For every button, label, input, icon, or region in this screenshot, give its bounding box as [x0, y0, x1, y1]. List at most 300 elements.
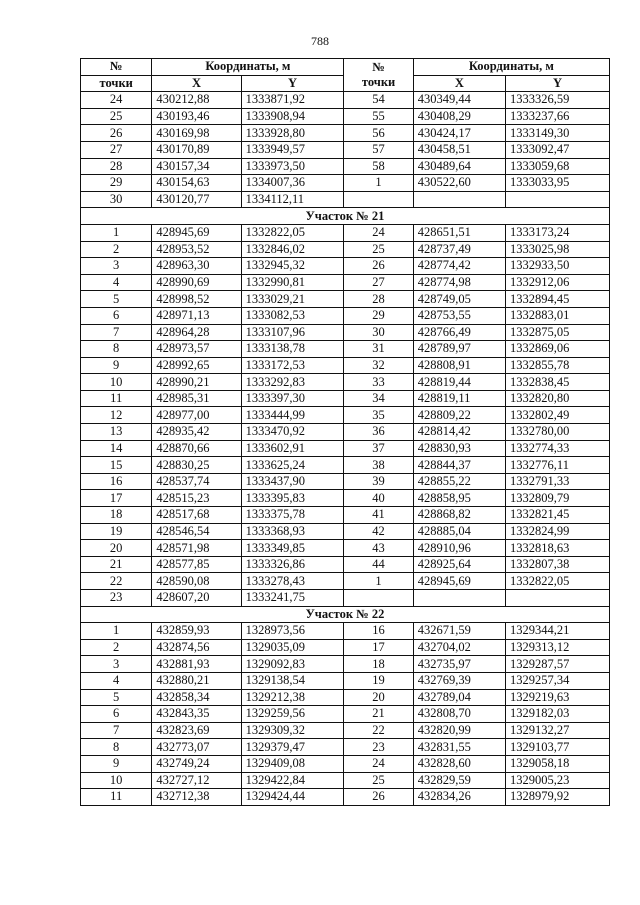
x-coordinate-cell-left: 428945,69	[152, 224, 241, 241]
point-number-cell-left: 27	[81, 141, 152, 158]
page-number: 788	[311, 34, 329, 48]
y-coordinate-cell-left: 1329379,47	[241, 739, 344, 756]
x-coordinate-cell-right: 428808,91	[413, 357, 505, 374]
table-row	[81, 755, 610, 772]
point-number-header	[81, 59, 152, 76]
point-number-cell-left: 20	[81, 540, 152, 557]
point-number-cell-left: 1	[81, 224, 152, 241]
x-coordinate-cell-right: 432704,02	[413, 639, 505, 656]
point-number-cell-left: 19	[81, 523, 152, 540]
x-coordinate-cell-left: 432881,93	[152, 656, 241, 673]
table-row	[81, 706, 610, 723]
y-coordinate-cell-right: 1332822,05	[506, 573, 610, 590]
point-number-cell-left: 6	[81, 706, 152, 723]
x-coordinate-cell-right: 428925,64	[413, 556, 505, 573]
y-column-header: Y	[241, 75, 344, 92]
y-coordinate-cell-left: 1333326,86	[241, 556, 344, 573]
table-row	[81, 307, 610, 324]
table-row	[81, 556, 610, 573]
x-coordinate-cell-left: 428985,31	[152, 390, 241, 407]
point-number-cell-right: 32	[344, 357, 413, 374]
point-number-cell-right: 23	[344, 739, 413, 756]
point-number-cell-left: 29	[81, 175, 152, 192]
x-coordinate-cell-right: 428814,42	[413, 424, 505, 441]
point-number-cell-right: 21	[344, 706, 413, 723]
point-number-cell-left: 14	[81, 440, 152, 457]
point-number-cell-right: 25	[344, 241, 413, 258]
x-coordinate-cell-left: 432727,12	[152, 772, 241, 789]
table-body	[81, 92, 610, 806]
point-number-cell-left: 12	[81, 407, 152, 424]
x-coordinate-cell-left: 428990,21	[152, 374, 241, 391]
point-number-cell-right: 31	[344, 341, 413, 358]
x-coordinate-cell-left: 432749,24	[152, 755, 241, 772]
x-coordinate-cell-right: 430489,64	[413, 158, 505, 175]
point-number-cell-left: 15	[81, 457, 152, 474]
x-coordinate-cell-left: 428971,13	[152, 307, 241, 324]
section-title: Участок № 21	[81, 208, 610, 225]
section-title-row	[81, 208, 610, 225]
y-coordinate-cell-right: 1329005,23	[506, 772, 610, 789]
point-number-cell-left: 13	[81, 424, 152, 441]
point-number-cell-right: 29	[344, 307, 413, 324]
y-coordinate-cell-left: 1333395,83	[241, 490, 344, 507]
x-coordinate-cell-left: 428977,00	[152, 407, 241, 424]
point-number-cell-left: 5	[81, 291, 152, 308]
table-row	[81, 507, 610, 524]
x-coordinate-cell-left: 428964,28	[152, 324, 241, 341]
y-coordinate-cell-right: 1329344,21	[506, 623, 610, 640]
y-coordinate-cell-left: 1329092,83	[241, 656, 344, 673]
x-coordinate-cell-right: 428737,49	[413, 241, 505, 258]
x-coordinate-cell-left: 432858,34	[152, 689, 241, 706]
y-coordinate-cell-right	[506, 590, 610, 607]
point-number-cell-left: 10	[81, 374, 152, 391]
x-coordinate-cell-left: 428870,66	[152, 440, 241, 457]
y-coordinate-cell-left: 1333292,83	[241, 374, 344, 391]
x-coordinate-cell-right: 428789,97	[413, 341, 505, 358]
table-row	[81, 672, 610, 689]
x-coordinate-cell-right: 428910,96	[413, 540, 505, 557]
y-coordinate-cell-left: 1333397,30	[241, 390, 344, 407]
table-row	[81, 523, 610, 540]
x-coordinate-cell-right: 432820,99	[413, 722, 505, 739]
table-row	[81, 108, 610, 125]
point-number-cell-right: 22	[344, 722, 413, 739]
point-number-cell-left: 24	[81, 92, 152, 109]
y-coordinate-cell-left: 1333871,92	[241, 92, 344, 109]
point-number-cell-left: 11	[81, 390, 152, 407]
point-number-cell-left: 1	[81, 623, 152, 640]
x-column-header-right: X	[413, 75, 505, 92]
y-coordinate-cell-right: 1332855,78	[506, 357, 610, 374]
y-coordinate-cell-right: 1329257,34	[506, 672, 610, 689]
x-coordinate-cell-right: 432735,97	[413, 656, 505, 673]
x-coordinate-cell-left: 432712,38	[152, 789, 241, 806]
table-row	[81, 224, 610, 241]
table-row	[81, 722, 610, 739]
point-number-cell-left: 22	[81, 573, 152, 590]
y-coordinate-cell-right: 1332809,79	[506, 490, 610, 507]
y-coordinate-cell-left: 1329259,56	[241, 706, 344, 723]
point-number-cell-left: 4	[81, 274, 152, 291]
x-coordinate-cell-left: 428537,74	[152, 473, 241, 490]
x-coordinate-cell-left: 430170,89	[152, 141, 241, 158]
x-coordinate-cell-right: 428819,44	[413, 374, 505, 391]
point-number-cell-right: 58	[344, 158, 413, 175]
point-number-cell-left: 16	[81, 473, 152, 490]
x-column-header: X	[152, 75, 241, 92]
x-coordinate-cell-right: 430458,51	[413, 141, 505, 158]
point-number-cell-right: 41	[344, 507, 413, 524]
x-coordinate-cell-left: 430120,77	[152, 191, 241, 208]
point-number-cell-left: 18	[81, 507, 152, 524]
point-number-cell-left: 26	[81, 125, 152, 142]
table-row	[81, 473, 610, 490]
y-coordinate-cell-left: 1333029,21	[241, 291, 344, 308]
x-coordinate-cell-left: 428577,85	[152, 556, 241, 573]
point-number-cell-right: 34	[344, 390, 413, 407]
table-row	[81, 457, 610, 474]
y-coordinate-cell-right: 1332774,33	[506, 440, 610, 457]
y-coordinate-cell-left: 1333107,96	[241, 324, 344, 341]
point-number-cell-left: 3	[81, 656, 152, 673]
point-number-cell-right: 44	[344, 556, 413, 573]
x-coordinate-cell-right: 432831,55	[413, 739, 505, 756]
y-coordinate-cell-right: 1333237,66	[506, 108, 610, 125]
y-coordinate-cell-right: 1329287,57	[506, 656, 610, 673]
y-coordinate-cell-left: 1333349,85	[241, 540, 344, 557]
x-coordinate-cell-left: 428517,68	[152, 507, 241, 524]
y-coordinate-cell-right: 1329182,03	[506, 706, 610, 723]
point-number-cell-right	[344, 590, 413, 607]
table-row	[81, 440, 610, 457]
x-coordinate-cell-right: 428844,37	[413, 457, 505, 474]
point-number-cell-right: 36	[344, 424, 413, 441]
table-row	[81, 357, 610, 374]
point-number-cell-left: 9	[81, 357, 152, 374]
point-number-cell-left: 6	[81, 307, 152, 324]
y-coordinate-cell-right: 1332824,99	[506, 523, 610, 540]
table-row	[81, 540, 610, 557]
point-number-cell-right: 20	[344, 689, 413, 706]
point-number-cell-right: 19	[344, 672, 413, 689]
table-row	[81, 374, 610, 391]
point-number-cell-right: 24	[344, 224, 413, 241]
point-number-cell-left: 11	[81, 789, 152, 806]
point-number-cell-left: 2	[81, 241, 152, 258]
x-coordinate-cell-left: 430193,46	[152, 108, 241, 125]
x-coordinate-cell-right: 432769,39	[413, 672, 505, 689]
point-number-cell-right: 26	[344, 789, 413, 806]
table-row	[81, 141, 610, 158]
table-row	[81, 407, 610, 424]
point-number-cell-right: 40	[344, 490, 413, 507]
point-number-cell-right: 43	[344, 540, 413, 557]
x-coordinate-cell-left: 430157,34	[152, 158, 241, 175]
table-row	[81, 274, 610, 291]
y-coordinate-cell-left: 1333928,80	[241, 125, 344, 142]
coordinates-header: Координаты, м	[152, 59, 344, 76]
y-coordinate-cell-left: 1333172,53	[241, 357, 344, 374]
x-coordinate-cell-left: 428998,52	[152, 291, 241, 308]
x-coordinate-cell-left: 432773,07	[152, 739, 241, 756]
point-number-cell-left: 2	[81, 639, 152, 656]
x-coordinate-cell-right: 428858,95	[413, 490, 505, 507]
table-row	[81, 656, 610, 673]
point-number-cell-right: 28	[344, 291, 413, 308]
y-coordinate-cell-right: 1332933,50	[506, 258, 610, 275]
point-number-cell-left: 8	[81, 739, 152, 756]
y-coordinate-cell-left: 1333602,91	[241, 440, 344, 457]
y-coordinate-cell-left: 1333444,99	[241, 407, 344, 424]
y-coordinate-cell-left: 1329424,44	[241, 789, 344, 806]
point-number-cell-right: 26	[344, 258, 413, 275]
point-number-cell-right: 1	[344, 175, 413, 192]
table-row	[81, 689, 610, 706]
table-row	[81, 739, 610, 756]
table-row	[81, 324, 610, 341]
point-number-cell-right	[344, 191, 413, 208]
table-header	[81, 59, 610, 92]
y-coordinate-cell-right: 1333059,68	[506, 158, 610, 175]
y-coordinate-cell-right: 1332875,05	[506, 324, 610, 341]
y-coordinate-cell-right: 1332807,38	[506, 556, 610, 573]
y-coordinate-cell-left: 1333470,92	[241, 424, 344, 441]
y-coordinate-cell-right: 1332821,45	[506, 507, 610, 524]
point-number-cell-right: 35	[344, 407, 413, 424]
y-coordinate-cell-left: 1332945,32	[241, 258, 344, 275]
y-coordinate-cell-left: 1329035,09	[241, 639, 344, 656]
point-number-cell-right: 56	[344, 125, 413, 142]
point-number-header-symbol: №	[109, 59, 123, 74]
x-coordinate-cell-right	[413, 191, 505, 208]
x-coordinate-cell-left: 430212,88	[152, 92, 241, 109]
x-coordinate-cell-right: 432808,70	[413, 706, 505, 723]
point-number-cell-right: 38	[344, 457, 413, 474]
point-number-cell-right: 16	[344, 623, 413, 640]
point-number-cell-right: 33	[344, 374, 413, 391]
y-coordinate-cell-left: 1333973,50	[241, 158, 344, 175]
point-number-cell-left: 23	[81, 590, 152, 607]
y-coordinate-cell-right: 1332802,49	[506, 407, 610, 424]
y-coordinate-cell-right: 1332820,80	[506, 390, 610, 407]
y-coordinate-cell-left: 1329138,54	[241, 672, 344, 689]
point-number-cell-right: 54	[344, 92, 413, 109]
x-coordinate-cell-left: 428935,42	[152, 424, 241, 441]
point-number-cell-left: 9	[81, 755, 152, 772]
y-coordinate-cell-right: 1333149,30	[506, 125, 610, 142]
y-coordinate-cell-left: 1332990,81	[241, 274, 344, 291]
x-coordinate-cell-right: 428819,11	[413, 390, 505, 407]
x-coordinate-cell-left: 432859,93	[152, 623, 241, 640]
x-coordinate-cell-right: 428651,51	[413, 224, 505, 241]
y-coordinate-cell-left: 1333241,75	[241, 590, 344, 607]
y-coordinate-cell-right: 1333033,95	[506, 175, 610, 192]
y-coordinate-cell-right: 1333326,59	[506, 92, 610, 109]
point-number-cell-left: 7	[81, 324, 152, 341]
y-coordinate-cell-left: 1329309,32	[241, 722, 344, 739]
table-row	[81, 158, 610, 175]
x-coordinate-cell-left: 432880,21	[152, 672, 241, 689]
table-row	[81, 772, 610, 789]
x-coordinate-cell-left: 428992,65	[152, 357, 241, 374]
y-coordinate-cell-left: 1329212,38	[241, 689, 344, 706]
y-coordinate-cell-left: 1333908,94	[241, 108, 344, 125]
table-row	[81, 341, 610, 358]
y-coordinate-cell-left: 1334007,36	[241, 175, 344, 192]
y-coordinate-cell-right: 1332818,63	[506, 540, 610, 557]
table-row	[81, 490, 610, 507]
x-coordinate-cell-left: 428953,52	[152, 241, 241, 258]
coordinates-table	[80, 58, 610, 806]
x-coordinate-cell-left: 428973,57	[152, 341, 241, 358]
point-number-cell-right: 25	[344, 772, 413, 789]
x-coordinate-cell-left: 432823,69	[152, 722, 241, 739]
x-coordinate-cell-right: 430424,17	[413, 125, 505, 142]
y-coordinate-cell-right	[506, 191, 610, 208]
x-coordinate-cell-left: 430154,63	[152, 175, 241, 192]
x-coordinate-cell-right: 428868,82	[413, 507, 505, 524]
table-row	[81, 175, 610, 192]
x-coordinate-cell-right: 428749,05	[413, 291, 505, 308]
point-number-header-word-right: точки	[361, 75, 396, 90]
y-coordinate-cell-left: 1332822,05	[241, 224, 344, 241]
y-coordinate-cell-left: 1333368,93	[241, 523, 344, 540]
y-coordinate-cell-left: 1334112,11	[241, 191, 344, 208]
y-coordinate-cell-right: 1329219,63	[506, 689, 610, 706]
point-number-cell-right: 42	[344, 523, 413, 540]
y-coordinate-cell-left: 1333625,24	[241, 457, 344, 474]
point-number-cell-left: 25	[81, 108, 152, 125]
x-coordinate-cell-right: 428855,22	[413, 473, 505, 490]
x-coordinate-cell-right: 428766,49	[413, 324, 505, 341]
point-number-cell-right: 17	[344, 639, 413, 656]
x-coordinate-cell-right	[413, 590, 505, 607]
point-number-cell-left: 3	[81, 258, 152, 275]
y-coordinate-cell-left: 1329422,84	[241, 772, 344, 789]
table-row	[81, 291, 610, 308]
x-coordinate-cell-left: 428571,98	[152, 540, 241, 557]
x-coordinate-cell-left: 432843,35	[152, 706, 241, 723]
x-coordinate-cell-left: 428515,23	[152, 490, 241, 507]
table-row	[81, 623, 610, 640]
point-number-cell-left: 10	[81, 772, 152, 789]
y-coordinate-cell-left: 1333437,90	[241, 473, 344, 490]
point-number-cell-right: 55	[344, 108, 413, 125]
point-number-cell-left: 4	[81, 672, 152, 689]
x-coordinate-cell-left: 428607,20	[152, 590, 241, 607]
table-row	[81, 241, 610, 258]
x-coordinate-cell-left: 428963,30	[152, 258, 241, 275]
section-title-row	[81, 606, 610, 623]
point-number-cell-right: 39	[344, 473, 413, 490]
x-coordinate-cell-right: 428945,69	[413, 573, 505, 590]
x-coordinate-cell-left: 428546,54	[152, 523, 241, 540]
y-coordinate-cell-left: 1333949,57	[241, 141, 344, 158]
point-number-cell-left: 17	[81, 490, 152, 507]
y-coordinate-cell-right: 1333092,47	[506, 141, 610, 158]
y-coordinate-cell-right: 1333025,98	[506, 241, 610, 258]
x-coordinate-cell-right: 432671,59	[413, 623, 505, 640]
table-row	[81, 258, 610, 275]
y-coordinate-cell-right: 1328979,92	[506, 789, 610, 806]
x-coordinate-cell-right: 430349,44	[413, 92, 505, 109]
x-coordinate-cell-right: 430522,60	[413, 175, 505, 192]
y-coordinate-cell-right: 1329058,18	[506, 755, 610, 772]
table-row	[81, 191, 610, 208]
table-row	[81, 125, 610, 142]
x-coordinate-cell-right: 428830,93	[413, 440, 505, 457]
y-coordinate-cell-right: 1332912,06	[506, 274, 610, 291]
x-coordinate-cell-right: 432828,60	[413, 755, 505, 772]
point-number-cell-right: 18	[344, 656, 413, 673]
table-row	[81, 639, 610, 656]
y-coordinate-cell-left: 1333138,78	[241, 341, 344, 358]
y-coordinate-cell-left: 1333375,78	[241, 507, 344, 524]
y-coordinate-cell-right: 1332780,00	[506, 424, 610, 441]
y-coordinate-cell-left: 1333082,53	[241, 307, 344, 324]
table-row	[81, 92, 610, 109]
x-coordinate-cell-right: 432789,04	[413, 689, 505, 706]
point-number-cell-left: 21	[81, 556, 152, 573]
point-number-header-word: точки	[81, 75, 152, 92]
point-number-header-right	[344, 59, 413, 92]
y-coordinate-cell-right: 1332883,01	[506, 307, 610, 324]
point-number-cell-left: 28	[81, 158, 152, 175]
table-row	[81, 390, 610, 407]
x-coordinate-cell-left: 428830,25	[152, 457, 241, 474]
x-coordinate-cell-right: 428753,55	[413, 307, 505, 324]
point-number-cell-left: 8	[81, 341, 152, 358]
y-coordinate-cell-right: 1329103,77	[506, 739, 610, 756]
y-coordinate-cell-right: 1329313,12	[506, 639, 610, 656]
point-number-header-symbol-right: №	[372, 60, 385, 75]
table-row	[81, 789, 610, 806]
x-coordinate-cell-left: 428990,69	[152, 274, 241, 291]
point-number-cell-left: 7	[81, 722, 152, 739]
y-coordinate-cell-right: 1329132,27	[506, 722, 610, 739]
table-row	[81, 590, 610, 607]
table-row	[81, 424, 610, 441]
table-row	[81, 573, 610, 590]
y-coordinate-cell-right: 1332791,33	[506, 473, 610, 490]
x-coordinate-cell-right: 428774,98	[413, 274, 505, 291]
y-coordinate-cell-right: 1333173,24	[506, 224, 610, 241]
y-coordinate-cell-right: 1332838,45	[506, 374, 610, 391]
point-number-cell-right: 24	[344, 755, 413, 772]
x-coordinate-cell-right: 432834,26	[413, 789, 505, 806]
x-coordinate-cell-left: 428590,08	[152, 573, 241, 590]
section-title: Участок № 22	[81, 606, 610, 623]
point-number-cell-right: 1	[344, 573, 413, 590]
point-number-cell-right: 30	[344, 324, 413, 341]
x-coordinate-cell-left: 430169,98	[152, 125, 241, 142]
point-number-cell-right: 37	[344, 440, 413, 457]
y-coordinate-cell-left: 1329409,08	[241, 755, 344, 772]
y-coordinate-cell-left: 1328973,56	[241, 623, 344, 640]
x-coordinate-cell-left: 432874,56	[152, 639, 241, 656]
x-coordinate-cell-right: 428774,42	[413, 258, 505, 275]
point-number-cell-left: 30	[81, 191, 152, 208]
y-coordinate-cell-right: 1332776,11	[506, 457, 610, 474]
y-coordinate-cell-right: 1332869,06	[506, 341, 610, 358]
point-number-cell-right: 57	[344, 141, 413, 158]
point-number-cell-right: 27	[344, 274, 413, 291]
x-coordinate-cell-right: 430408,29	[413, 108, 505, 125]
point-number-cell-left: 5	[81, 689, 152, 706]
y-coordinate-cell-right: 1332894,45	[506, 291, 610, 308]
